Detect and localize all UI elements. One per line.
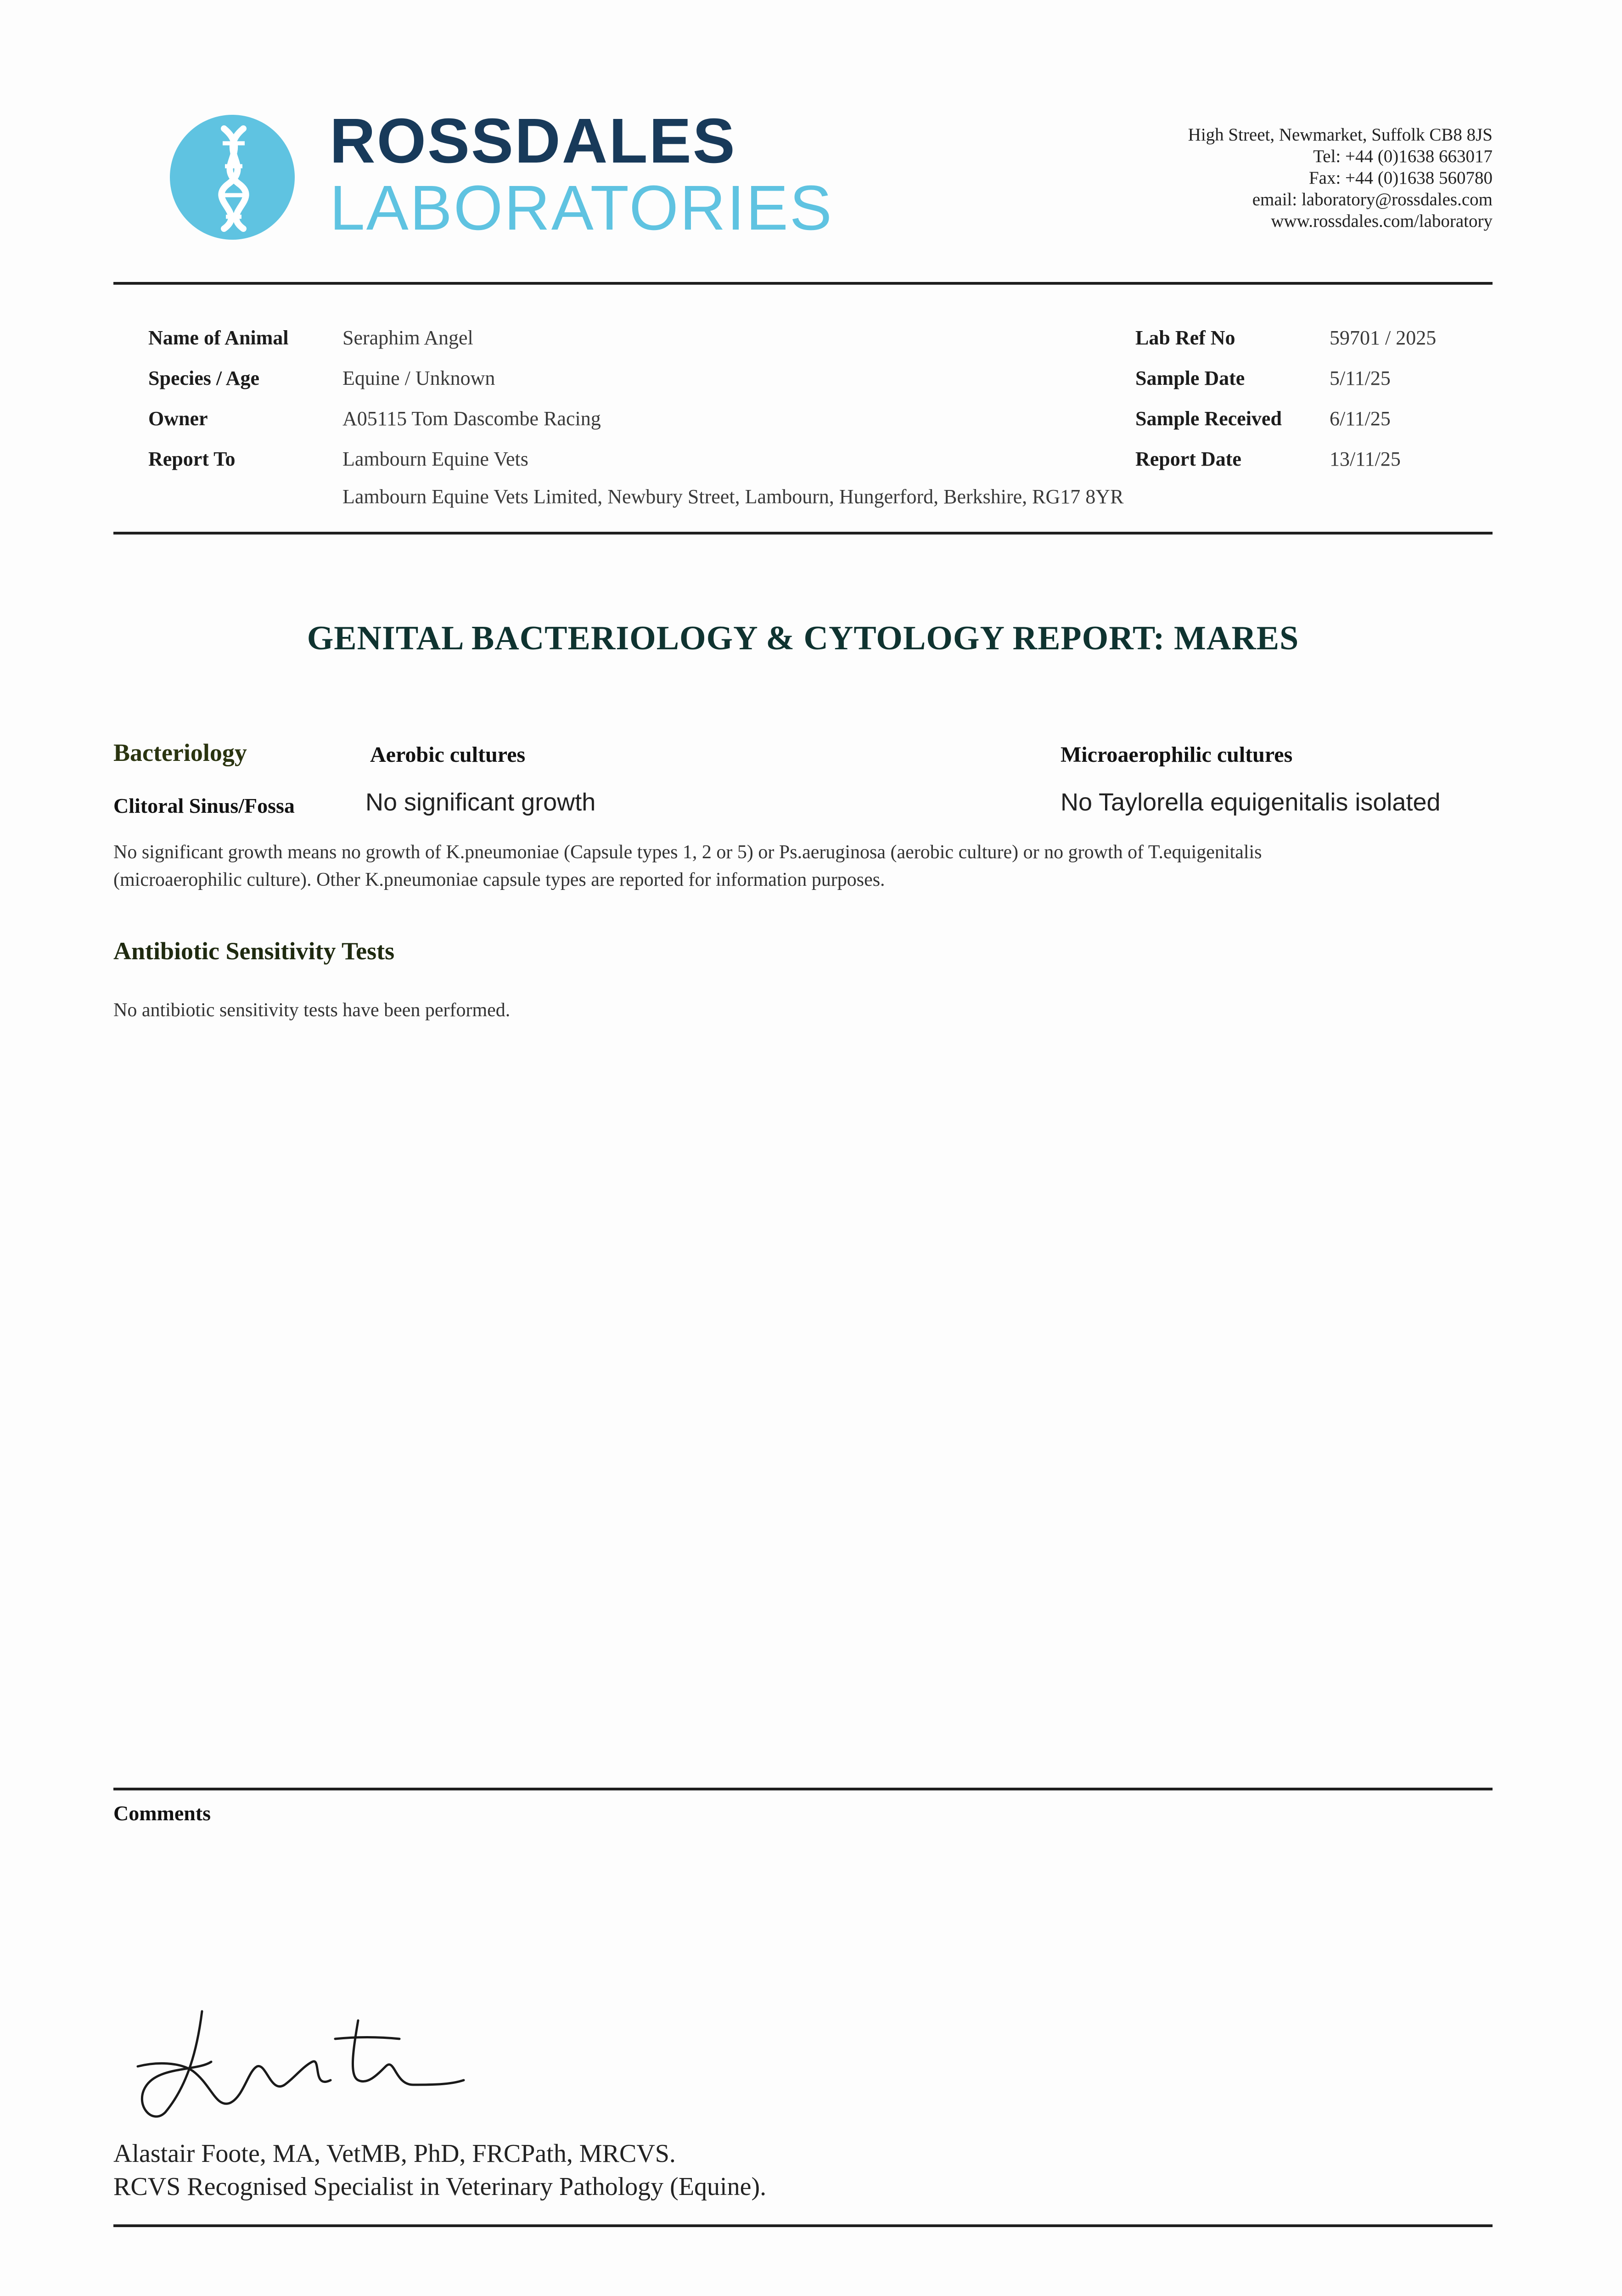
label-sample-date: Sample Date bbox=[1135, 367, 1245, 389]
divider bbox=[113, 532, 1493, 535]
label-name-of-animal: Name of Animal bbox=[148, 326, 289, 349]
label-sample-received: Sample Received bbox=[1135, 407, 1282, 430]
report-to-address: Lambourn Equine Vets Limited, Newbury Street, Lambourn, Hungerford, Berkshire, RG17 8YR bbox=[342, 485, 1124, 508]
value-report-date: 13/11/25 bbox=[1330, 448, 1401, 470]
report-title: GENITAL BACTERIOLOGY & CYTOLOGY REPORT: MARES bbox=[307, 619, 1299, 657]
aerobic-cultures-header: Aerobic cultures bbox=[370, 743, 526, 767]
signatory-name: Alastair Foote, MA, VetMB, PhD, FRCPath, MRCVS. bbox=[113, 2139, 676, 2168]
logo-dna-icon bbox=[170, 115, 295, 240]
signatory-title: RCVS Recognised Specialist in Veterinary Pathology (Equine). bbox=[113, 2172, 767, 2201]
label-report-to: Report To bbox=[148, 448, 236, 470]
value-sample-date: 5/11/25 bbox=[1330, 367, 1391, 389]
label-report-date: Report Date bbox=[1135, 448, 1241, 470]
bacteriology-note-line-2: (microaerophilic culture). Other K.pneumoniae capsule types are reported for information purposes. bbox=[113, 869, 885, 890]
contact-fax: Fax: +44 (0)1638 560780 bbox=[1308, 168, 1493, 188]
value-lab-ref-no: 59701 / 2025 bbox=[1330, 326, 1437, 349]
comments-heading: Comments bbox=[113, 1801, 211, 1825]
brand-subtitle: LABORATORIES bbox=[330, 173, 833, 243]
value-species-age: Equine / Unknown bbox=[342, 367, 495, 389]
value-report-to: Lambourn Equine Vets bbox=[342, 448, 528, 470]
aerobic-result: No significant growth bbox=[365, 788, 596, 816]
value-owner: A05115 Tom Dascombe Racing bbox=[342, 407, 601, 430]
label-owner: Owner bbox=[148, 407, 208, 430]
contact-email[interactable]: email: laboratory@rossdales.com bbox=[1252, 190, 1493, 209]
microaerophilic-result: No Taylorella equigenitalis isolated bbox=[1061, 788, 1441, 816]
sensitivity-heading: Antibiotic Sensitivity Tests bbox=[113, 937, 395, 965]
contact-block bbox=[1079, 124, 1493, 232]
sensitivity-text: No antibiotic sensitivity tests have been performed. bbox=[113, 1000, 511, 1021]
bacteriology-note-line-1: No significant growth means no growth of K.pneumoniae (Capsule types 1, 2 or 5) or Ps.aeruginosa (aerobic culture) or no growth of T.equigenitalis bbox=[113, 842, 1262, 863]
bacteriology-heading: Bacteriology bbox=[113, 739, 247, 766]
divider bbox=[113, 2224, 1493, 2227]
label-species-age: Species / Age bbox=[148, 367, 259, 389]
contact-address: High Street, Newmarket, Suffolk CB8 8JS bbox=[1188, 125, 1493, 145]
divider bbox=[113, 282, 1493, 285]
value-name-of-animal: Seraphim Angel bbox=[342, 326, 473, 349]
contact-tel: Tel: +44 (0)1638 663017 bbox=[1313, 146, 1493, 166]
value-sample-received: 6/11/25 bbox=[1330, 407, 1391, 430]
divider bbox=[113, 1788, 1493, 1790]
handwritten-signature bbox=[119, 1993, 477, 2122]
brand-name: ROSSDALES bbox=[330, 106, 736, 176]
contact-website[interactable]: www.rossdales.com/laboratory bbox=[1271, 211, 1493, 231]
label-lab-ref-no: Lab Ref No bbox=[1135, 326, 1235, 349]
microaerophilic-cultures-header: Microaerophilic cultures bbox=[1061, 743, 1293, 767]
sample-site-label: Clitoral Sinus/Fossa bbox=[113, 794, 295, 817]
